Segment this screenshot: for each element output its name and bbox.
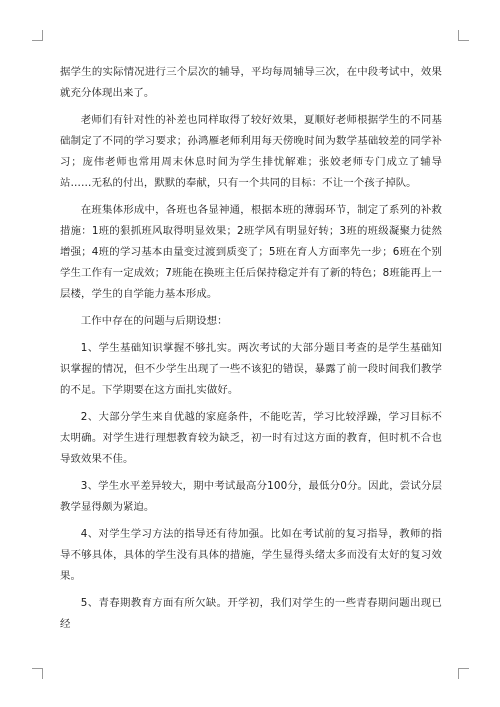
paragraph: 5、青春期教育方面有所欠缺。开学初，我们对学生的一些青春期问题出现已经 — [60, 597, 442, 630]
crop-mark-bottom-left — [32, 668, 43, 679]
crop-mark-top-left — [32, 30, 43, 41]
crop-mark-bottom-right — [458, 668, 469, 679]
document-body — [60, 62, 442, 641]
paragraph: 老师们有针对性的补差也同样取得了较好效果，夏顺好老师根据学生的不同基础制定了不同的学习要求；孙鸿雁老师利用每天傍晚时间为数学基础较差的同学补习；庞伟老师也常用周末休息时间为学生排忧解难；张姣老师专门成立了辅导站……无私的付出，默默的奉献，只有一个共同的目标：不让一个孩子掉队。 — [60, 114, 442, 189]
paragraph: 工作中存在的问题与后期设想： — [80, 315, 228, 327]
paragraph: 1、学生基础知识掌握不够扎实。两次考试的大部分题目考查的是学生基础知识掌握的情况，但不少学生出现了一些不该犯的错误，暴露了前一段时间我们教学的不足。下学期要在这方面扎实做好。 — [60, 342, 442, 396]
paragraph: 2、大部分学生来自优越的家庭条件，不能吃苦，学习比较浮躁，学习目标不太明确。对学生进行理想教育较为缺乏，初一时有过这方面的教育，但时机不合也导致效果不佳。 — [60, 411, 442, 465]
paragraph: 3、学生水平差异较大，期中考试最高分100分，最低分0分。因此，尝试分层教学显得颇为紧迫。 — [60, 480, 442, 513]
paragraph: 据学生的实际情况进行三个层次的辅导，平均每周辅导三次，在中段考试中，效果就充分体现出来了。 — [60, 66, 442, 99]
crop-mark-top-right — [458, 30, 469, 41]
paragraph: 4、对学生学习方法的指导还有待加强。比如在考试前的复习指导，教师的指导不够具体，具体的学生没有具体的措施，学生显得头绪太多而没有太好的复习效果。 — [60, 528, 442, 582]
paragraph: 在班集体形成中，各班也各显神通，根据本班的薄弱环节，制定了系列的补救措施：1班的狠抓班风取得明显效果；2班学风有明显好转；3班的班级凝聚力徒然增强；4班的学习基本由量变过渡到质变了；5班在育人方面率先一步；6班在个别学生工作有一定成效；7班能在换班主任后保持稳定并有了新的特色；8班能再上一层楼，学生的自学能力基本形成。 — [60, 204, 442, 300]
